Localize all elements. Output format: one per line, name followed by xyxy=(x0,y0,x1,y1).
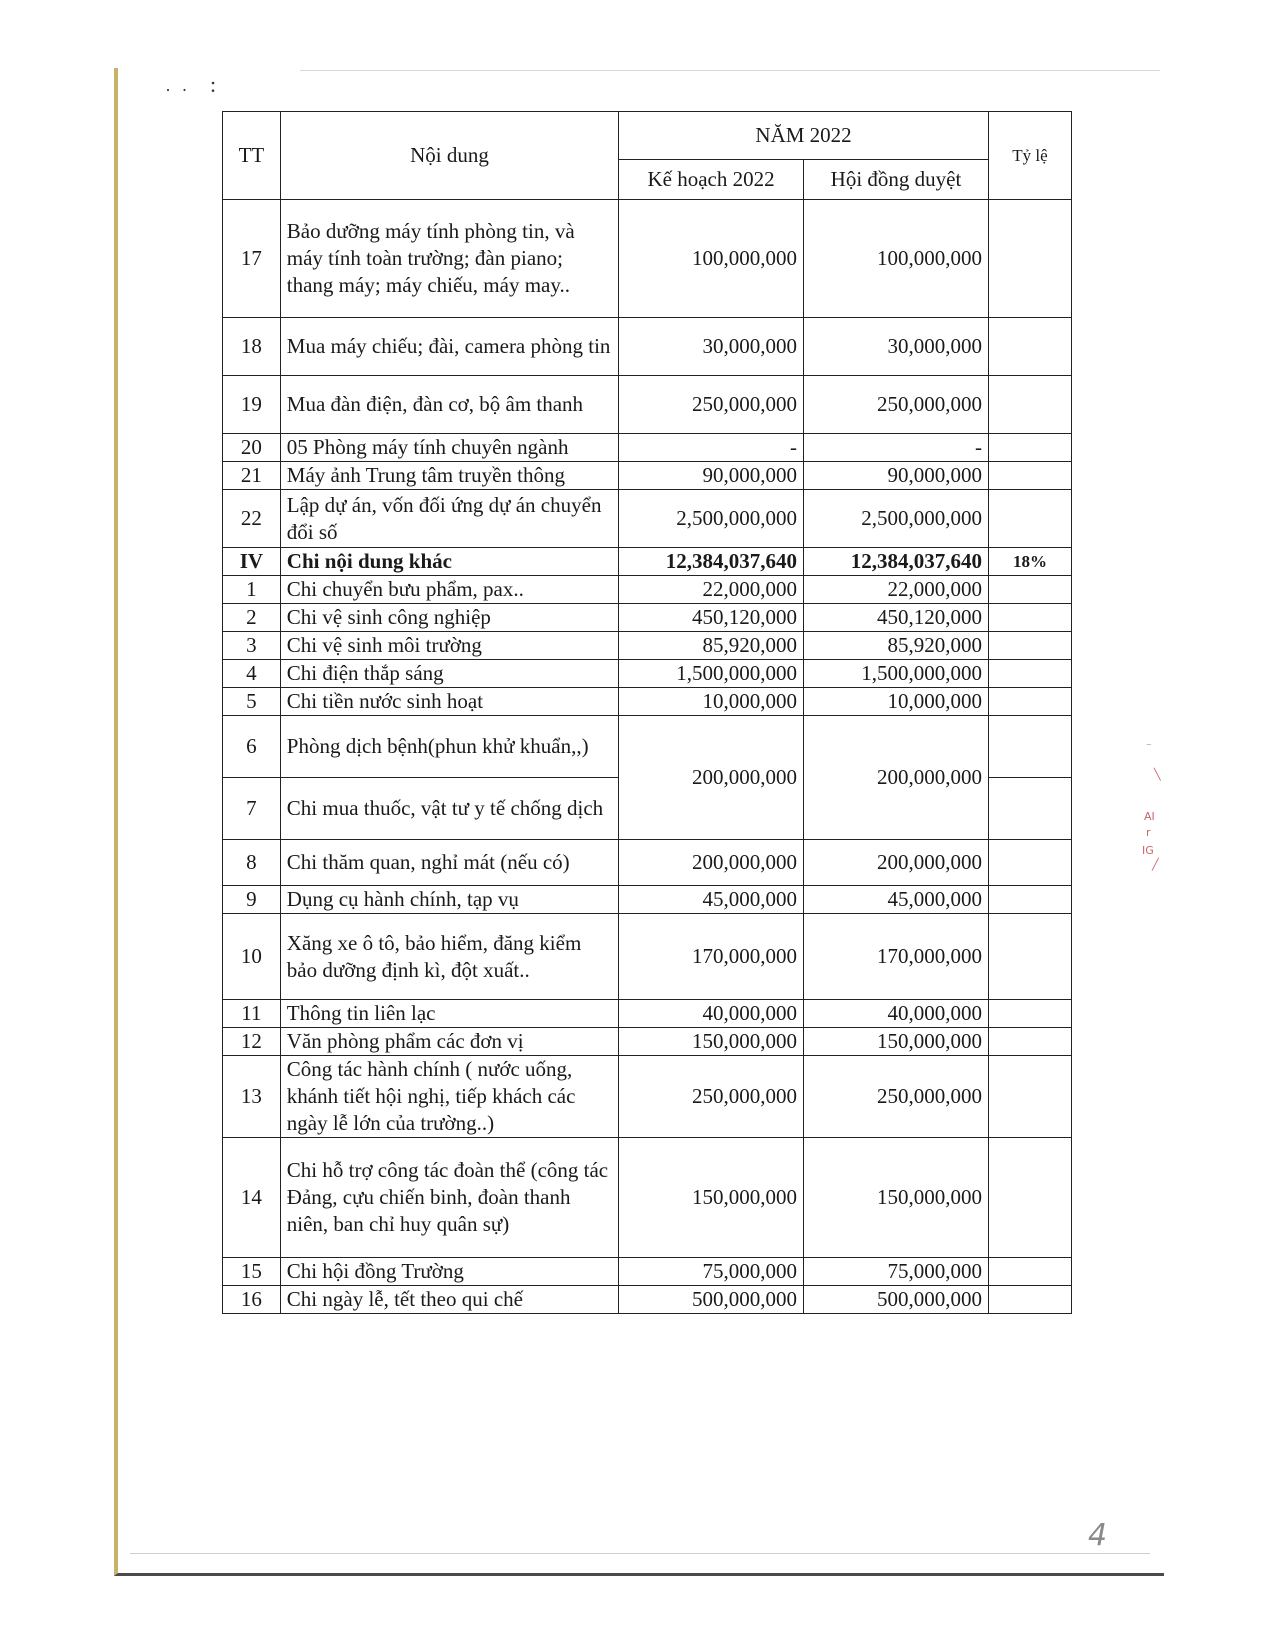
row-plan: 250,000,000 xyxy=(619,376,804,434)
row-ratio xyxy=(988,576,1071,604)
scan-colon: : xyxy=(210,72,217,97)
row-ratio xyxy=(988,632,1071,660)
row-content: Chi vệ sinh công nghiệp xyxy=(280,604,618,632)
row-plan: 500,000,000 xyxy=(619,1286,804,1314)
header-approved: Hội đồng duyệt xyxy=(804,160,989,200)
row-approved: 250,000,000 xyxy=(804,376,989,434)
row-approved: 450,120,000 xyxy=(804,604,989,632)
row-content: Lập dự án, vốn đối ứng dự án chuyển đổi số xyxy=(280,490,618,548)
row-approved: 10,000,000 xyxy=(804,688,989,716)
row-tt: 8 xyxy=(223,840,281,886)
row-ratio xyxy=(988,462,1071,490)
row-approved: 170,000,000 xyxy=(804,914,989,1000)
row-content: Dụng cụ hành chính, tạp vụ xyxy=(280,886,618,914)
table-row xyxy=(223,1286,1072,1314)
table-row xyxy=(223,914,1072,1000)
row-ratio: 18% xyxy=(988,548,1071,576)
row-tt: 7 xyxy=(223,778,281,840)
row-tt: 12 xyxy=(223,1028,281,1056)
section-row-iv xyxy=(223,548,1072,576)
row-approved: - xyxy=(804,434,989,462)
row-plan-merged: 200,000,000 xyxy=(619,716,804,840)
row-plan: - xyxy=(619,434,804,462)
bottom-edge-line xyxy=(130,1553,1150,1554)
row-ratio xyxy=(988,778,1071,840)
row-approved: 150,000,000 xyxy=(804,1138,989,1258)
table-row xyxy=(223,660,1072,688)
row-tt: 11 xyxy=(223,1000,281,1028)
row-content: Chi mua thuốc, vật tư y tế chống dịch xyxy=(280,778,618,840)
table-row xyxy=(223,434,1072,462)
table-row xyxy=(223,840,1072,886)
table-row xyxy=(223,200,1072,318)
row-ratio xyxy=(988,1138,1071,1258)
row-approved: 40,000,000 xyxy=(804,1000,989,1028)
row-ratio xyxy=(988,660,1071,688)
row-tt: 14 xyxy=(223,1138,281,1258)
row-plan: 75,000,000 xyxy=(619,1258,804,1286)
row-tt: 22 xyxy=(223,490,281,548)
row-approved: 75,000,000 xyxy=(804,1258,989,1286)
row-tt: 15 xyxy=(223,1258,281,1286)
row-content: Chi chuyển bưu phẩm, pax.. xyxy=(280,576,618,604)
row-approved: 2,500,000,000 xyxy=(804,490,989,548)
row-tt: 19 xyxy=(223,376,281,434)
row-plan: 450,120,000 xyxy=(619,604,804,632)
row-ratio xyxy=(988,1258,1071,1286)
table-row xyxy=(223,886,1072,914)
table-row xyxy=(223,462,1072,490)
row-approved: 200,000,000 xyxy=(804,840,989,886)
row-plan: 150,000,000 xyxy=(619,1138,804,1258)
row-approved: 100,000,000 xyxy=(804,200,989,318)
table-row xyxy=(223,1138,1072,1258)
row-plan: 200,000,000 xyxy=(619,840,804,886)
row-plan: 45,000,000 xyxy=(619,886,804,914)
row-approved: 22,000,000 xyxy=(804,576,989,604)
row-content: Mua máy chiếu; đài, camera phòng tin xyxy=(280,318,618,376)
row-ratio xyxy=(988,200,1071,318)
table-row xyxy=(223,604,1072,632)
row-content: Bảo dưỡng máy tính phòng tin, và máy tính toàn trường; đàn piano; thang máy; máy chiếu, máy may.. xyxy=(280,200,618,318)
row-content: 05 Phòng máy tính chuyên ngành xyxy=(280,434,618,462)
top-edge-line xyxy=(300,70,1160,71)
budget-table xyxy=(222,111,1072,1314)
header-year-group: NĂM 2022 xyxy=(619,112,989,160)
table-row xyxy=(223,1028,1072,1056)
row-tt: IV xyxy=(223,548,281,576)
row-plan: 2,500,000,000 xyxy=(619,490,804,548)
row-tt: 4 xyxy=(223,660,281,688)
row-content: Chi vệ sinh môi trường xyxy=(280,632,618,660)
row-ratio xyxy=(988,1000,1071,1028)
row-ratio xyxy=(988,1028,1071,1056)
row-plan: 22,000,000 xyxy=(619,576,804,604)
row-approved: 30,000,000 xyxy=(804,318,989,376)
table-row xyxy=(223,1000,1072,1028)
row-approved-merged: 200,000,000 xyxy=(804,716,989,840)
row-tt: 5 xyxy=(223,688,281,716)
row-content: Chi hội đồng Trường xyxy=(280,1258,618,1286)
row-content: Mua đàn điện, đàn cơ, bộ âm thanh xyxy=(280,376,618,434)
row-ratio xyxy=(988,376,1071,434)
row-content: Công tác hành chính ( nước uống, khánh tiết hội nghị, tiếp khách các ngày lễ lớn của trường..) xyxy=(280,1056,618,1138)
row-ratio xyxy=(988,490,1071,548)
row-tt: 6 xyxy=(223,716,281,778)
page-number: 4 xyxy=(1088,1518,1108,1553)
row-plan: 12,384,037,640 xyxy=(619,548,804,576)
row-content: Xăng xe ô tô, bảo hiểm, đăng kiểm bảo dưỡng định kì, đột xuất.. xyxy=(280,914,618,1000)
header-ratio: Tỷ lệ xyxy=(988,112,1071,200)
stamp-edge-fragment: ⁻ ╲ AI r IG ╱ xyxy=(1142,740,1161,871)
row-tt: 3 xyxy=(223,632,281,660)
row-content: Chi nội dung khác xyxy=(280,548,618,576)
header-tt: TT xyxy=(223,112,281,200)
row-tt: 1 xyxy=(223,576,281,604)
row-content: Máy ảnh Trung tâm truyền thông xyxy=(280,462,618,490)
row-tt: 10 xyxy=(223,914,281,1000)
row-approved: 12,384,037,640 xyxy=(804,548,989,576)
table-row xyxy=(223,376,1072,434)
row-ratio xyxy=(988,1286,1071,1314)
row-tt: 13 xyxy=(223,1056,281,1138)
table-row xyxy=(223,1056,1072,1138)
row-content: Văn phòng phẩm các đơn vị xyxy=(280,1028,618,1056)
table-row xyxy=(223,1258,1072,1286)
row-ratio xyxy=(988,1056,1071,1138)
row-approved: 500,000,000 xyxy=(804,1286,989,1314)
row-ratio xyxy=(988,840,1071,886)
row-plan: 30,000,000 xyxy=(619,318,804,376)
row-plan: 40,000,000 xyxy=(619,1000,804,1028)
row-approved: 250,000,000 xyxy=(804,1056,989,1138)
row-plan: 150,000,000 xyxy=(619,1028,804,1056)
row-tt: 16 xyxy=(223,1286,281,1314)
row-content: Chi thăm quan, nghỉ mát (nếu có) xyxy=(280,840,618,886)
row-ratio xyxy=(988,604,1071,632)
row-plan: 170,000,000 xyxy=(619,914,804,1000)
row-ratio xyxy=(988,688,1071,716)
row-plan: 1,500,000,000 xyxy=(619,660,804,688)
row-approved: 45,000,000 xyxy=(804,886,989,914)
row-plan: 90,000,000 xyxy=(619,462,804,490)
row-ratio xyxy=(988,716,1071,778)
row-tt: 9 xyxy=(223,886,281,914)
row-approved: 85,920,000 xyxy=(804,632,989,660)
header-content: Nội dung xyxy=(280,112,618,200)
table-row xyxy=(223,318,1072,376)
row-approved: 150,000,000 xyxy=(804,1028,989,1056)
row-content: Thông tin liên lạc xyxy=(280,1000,618,1028)
scan-dots: · · xyxy=(165,80,191,100)
table-row xyxy=(223,576,1072,604)
table-row xyxy=(223,716,1072,778)
row-tt: 18 xyxy=(223,318,281,376)
row-content: Phòng dịch bệnh(phun khử khuẩn,,) xyxy=(280,716,618,778)
row-approved: 90,000,000 xyxy=(804,462,989,490)
table-row xyxy=(223,688,1072,716)
row-content: Chi hỗ trợ công tác đoàn thể (công tác Đảng, cựu chiến binh, đoàn thanh niên, ban chỉ huy quân sự) xyxy=(280,1138,618,1258)
row-plan: 10,000,000 xyxy=(619,688,804,716)
row-plan: 250,000,000 xyxy=(619,1056,804,1138)
row-approved: 1,500,000,000 xyxy=(804,660,989,688)
row-content: Chi ngày lễ, tết theo qui chế xyxy=(280,1286,618,1314)
row-ratio xyxy=(988,434,1071,462)
row-content: Chi tiền nước sinh hoạt xyxy=(280,688,618,716)
row-ratio xyxy=(988,318,1071,376)
row-ratio xyxy=(988,886,1071,914)
row-plan: 100,000,000 xyxy=(619,200,804,318)
row-plan: 85,920,000 xyxy=(619,632,804,660)
table-row xyxy=(223,632,1072,660)
row-content: Chi điện thắp sáng xyxy=(280,660,618,688)
row-tt: 21 xyxy=(223,462,281,490)
table-row xyxy=(223,490,1072,548)
row-ratio xyxy=(988,914,1071,1000)
row-tt: 2 xyxy=(223,604,281,632)
row-tt: 20 xyxy=(223,434,281,462)
row-tt: 17 xyxy=(223,200,281,318)
header-plan: Kế hoạch 2022 xyxy=(619,160,804,200)
